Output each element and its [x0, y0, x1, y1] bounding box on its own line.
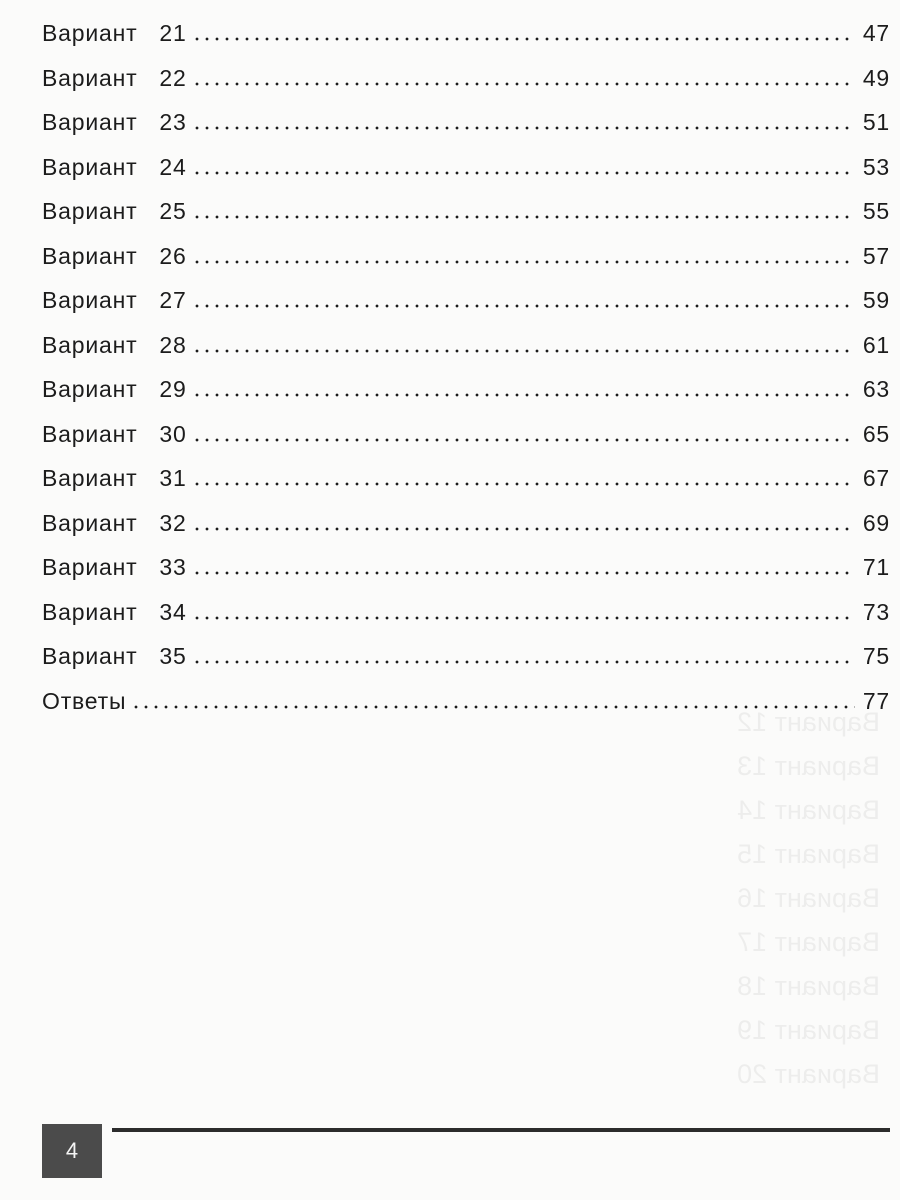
toc-entry-answers[interactable] — [42, 688, 890, 733]
toc-entry[interactable] — [42, 554, 890, 599]
dot-leader — [192, 349, 855, 353]
entry-number: 35 — [159, 643, 187, 669]
toc-entry[interactable] — [42, 465, 890, 510]
toc-entry[interactable] — [42, 332, 890, 377]
toc-entry[interactable] — [42, 287, 890, 332]
entry-page: 47 — [862, 20, 890, 46]
entry-page: 55 — [862, 198, 890, 224]
entry-label: Вариант — [42, 465, 138, 491]
entry-label: Вариант — [42, 20, 138, 46]
dot-leader — [192, 82, 855, 86]
entry-number: 29 — [159, 376, 187, 402]
entry-page: 75 — [862, 643, 890, 669]
dot-leader — [192, 393, 855, 397]
entry-number: 30 — [159, 420, 187, 447]
entry-page: 57 — [862, 242, 890, 269]
entry-label: Вариант — [42, 376, 138, 402]
dot-leader — [192, 571, 855, 575]
toc-entry[interactable] — [42, 510, 890, 555]
toc-entry[interactable] — [42, 154, 890, 199]
entry-label: Вариант — [42, 598, 138, 625]
entry-page: 51 — [862, 109, 890, 135]
dot-leader — [192, 260, 855, 264]
dot-leader — [192, 527, 855, 531]
entry-page: 53 — [862, 153, 890, 180]
entry-page: 63 — [862, 376, 890, 402]
entry-number: 27 — [159, 287, 187, 313]
page-number: 4 — [65, 1138, 79, 1163]
footer-rule — [112, 1128, 890, 1132]
toc-entry[interactable] — [42, 643, 890, 688]
dot-leader — [192, 438, 855, 442]
toc-entry[interactable] — [42, 65, 890, 110]
toc-entry[interactable] — [42, 599, 890, 644]
entry-number: 26 — [159, 242, 187, 269]
entry-label: Вариант — [42, 242, 138, 269]
entry-page: 67 — [862, 465, 890, 491]
dot-leader — [192, 616, 855, 620]
dot-leader — [192, 660, 855, 664]
entry-label: Вариант — [42, 643, 138, 669]
page-number-badge — [42, 1124, 102, 1178]
toc-entry[interactable] — [42, 198, 890, 243]
entry-page: 49 — [862, 64, 890, 91]
toc-entry[interactable] — [42, 376, 890, 421]
entry-label: Вариант — [42, 420, 138, 447]
entry-label: Ответы — [42, 687, 127, 714]
entry-number: 34 — [159, 598, 187, 625]
entry-number: 23 — [159, 109, 187, 135]
show-through-text: Вариант 12 Вариант 13 Вариант 14 Вариант 15 Вариант 16 Вариант 17 Вариант 18 Вариант 19 Вариант 20 — [737, 707, 880, 1089]
dot-leader — [131, 705, 855, 709]
toc-entry[interactable] — [42, 109, 890, 154]
entry-label: Вариант — [42, 554, 138, 580]
dot-leader — [192, 37, 855, 41]
entry-page: 59 — [862, 287, 890, 313]
entry-page: 61 — [862, 331, 890, 358]
toc-entry[interactable] — [42, 20, 890, 65]
entry-label: Вариант — [42, 509, 138, 536]
dot-leader — [192, 215, 855, 219]
entry-label: Вариант — [42, 153, 138, 180]
entry-label: Вариант — [42, 287, 138, 313]
entry-page: 73 — [862, 598, 890, 625]
entry-number: 21 — [159, 20, 187, 46]
entry-number: 24 — [159, 153, 187, 180]
entry-label: Вариант — [42, 64, 138, 91]
toc-entry[interactable] — [42, 421, 890, 466]
entry-label: Вариант — [42, 331, 138, 358]
entry-page: 65 — [862, 420, 890, 447]
toc-entry[interactable] — [42, 243, 890, 288]
dot-leader — [192, 482, 855, 486]
dot-leader — [192, 126, 855, 130]
entry-number: 33 — [159, 554, 187, 580]
entry-number: 25 — [159, 198, 187, 224]
entry-page: 69 — [862, 509, 890, 536]
entry-number: 32 — [159, 509, 187, 536]
entry-page: 77 — [862, 687, 890, 714]
entry-page: 71 — [862, 554, 890, 580]
entry-label: Вариант — [42, 109, 138, 135]
entry-label: Вариант — [42, 198, 138, 224]
entry-number: 28 — [159, 331, 187, 358]
dot-leader — [192, 304, 855, 308]
table-of-contents — [42, 20, 890, 732]
dot-leader — [192, 171, 855, 175]
entry-number: 31 — [159, 465, 187, 491]
entry-number: 22 — [159, 64, 187, 91]
